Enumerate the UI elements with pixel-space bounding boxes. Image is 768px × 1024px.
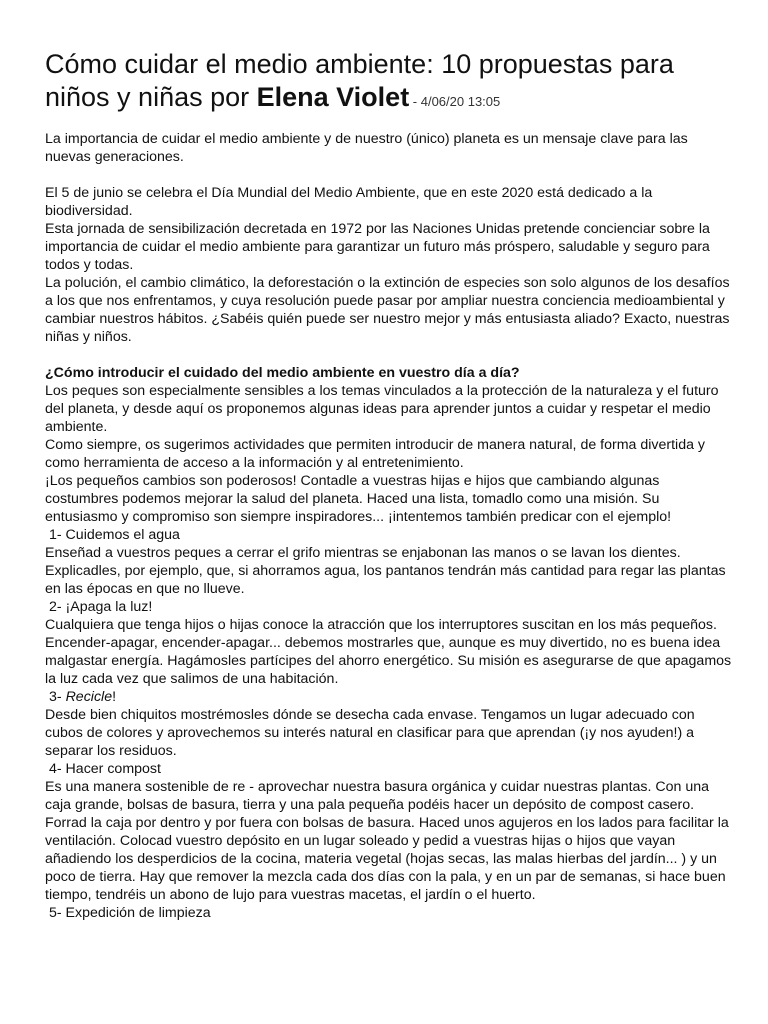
article-title xyxy=(45,48,745,118)
paragraph: Forrad la caja por dentro y por fuera con bolsas de basura. Haced unos agujeros en los lados para facilitar la ventilación. Colocad vuestro depósito en un lugar soleado y pedid a vuestras hijas o hijos que vayan añadiendo los desperdicios de la cocina, materia vegetal (hojas secas, las malas hierbas del jardín... ) y un poco de tierra. Hay que remover la mezcla cada dos días con la pala, y en un par de semanas, si hace buen tiempo, tendréis un abono de lujo para vuestras macetas, el jardín o el huerto. xyxy=(45,815,729,903)
intro-paragraph: La importancia de cuidar el medio ambiente y de nuestro (único) planeta es un mensaje clave para las nuevas generaciones. xyxy=(45,131,688,165)
paragraph: Esta jornada de sensibilización decretada en 1972 por las Naciones Unidas pretende concienciar sobre la importancia de cuidar el medio ambiente para garantizar un futuro más próspero, saludable y seguro para todos y todas. xyxy=(45,221,710,273)
item-number: 3- xyxy=(49,689,66,705)
paragraph: Como siempre, os sugerimos actividades que permiten introducir de manera natural, de forma divertida y como herramienta de acceso a la información y al entretenimiento. xyxy=(45,437,706,471)
article-body xyxy=(45,130,735,922)
section-heading: ¿Cómo introducir el cuidado del medio ambiente en vuestro día a día? xyxy=(45,365,520,381)
publish-date: - 4/06/20 13:05 xyxy=(409,94,501,109)
list-item-heading xyxy=(45,688,735,706)
list-item-heading: 5- Expedición de limpieza xyxy=(49,905,211,921)
item-suffix: ! xyxy=(112,689,117,705)
item-emphasis: Recicle xyxy=(65,689,113,705)
title-text: Cómo cuidar el medio ambiente: 10 propuestas para niños y niñas por xyxy=(45,49,674,112)
list-item-heading: 2- ¡Apaga la luz! xyxy=(49,599,153,615)
paragraph: Enseñad a vuestros peques a cerrar el grifo mientras se enjabonan las manos o se lavan los dientes. Explicadles, por ejemplo, que, si ahorramos agua, los pantanos tendrán más cantidad para regar las plantas en las épocas en que no llueve. xyxy=(45,545,726,597)
paragraph: Los peques son especialmente sensibles a los temas vinculados a la protección de la naturaleza y el futuro del planeta, y desde aquí os proponemos algunas ideas para aprender juntos a cuidar y respetar el medio ambiente. xyxy=(45,383,719,435)
spacer xyxy=(45,166,735,184)
paragraph: El 5 de junio se celebra el Día Mundial del Medio Ambiente, que en este 2020 está dedicado a la biodiversidad. xyxy=(45,185,653,219)
paragraph: Desde bien chiquitos mostrémosles dónde se desecha cada envase. Tengamos un lugar adecuado con cubos de colores y aprovechemos su interés natural en clasificar para que aprendan (¡y nos ayuden!) a separar los residuos. xyxy=(45,707,695,759)
list-item-heading: 1- Cuidemos el agua xyxy=(49,527,180,543)
paragraph: ¡Los pequeños cambios son poderosos! Contadle a vuestras hijas e hijos que cambiando algunas costumbres podemos mejorar la salud del planeta. Haced una lista, tomadlo como una misión. Su entusiasmo y compromiso son siempre inspiradores... ¡intentemos también predicar con el ejemplo! xyxy=(45,473,672,525)
author-name[interactable]: Elena Violet xyxy=(256,82,410,112)
list-item-heading: 4- Hacer compost xyxy=(49,761,161,777)
paragraph: Es una manera sostenible de re - aprovechar nuestra basura orgánica y cuidar nuestras plantas. Con una caja grande, bolsas de basura, tierra y una pala pequeña podéis hacer un depósito de compost casero. xyxy=(45,779,710,813)
paragraph: Cualquiera que tenga hijos o hijas conoce la atracción que los interruptores suscitan en los más pequeños. Encender-apagar, encender-apagar... debemos mostrarles que, aunque es muy divertido, no es buena idea malgastar energía. Hagámosles partícipes del ahorro energético. Su misión es asegurarse de que apagamos la luz cada vez que salimos de una habitación. xyxy=(45,617,732,687)
paragraph: La polución, el cambio climático, la deforestación o la extinción de especies son solo algunos de los desafíos a los que nos enfrentamos, y cuya resolución puede pasar por ampliar nuestra conciencia medioambiental y cambiar nuestros hábitos. ¿Sabéis quién puede ser nuestro mejor y más entusiasta aliado? Exacto, nuestras niñas y niños. xyxy=(45,275,730,345)
spacer xyxy=(45,346,735,364)
